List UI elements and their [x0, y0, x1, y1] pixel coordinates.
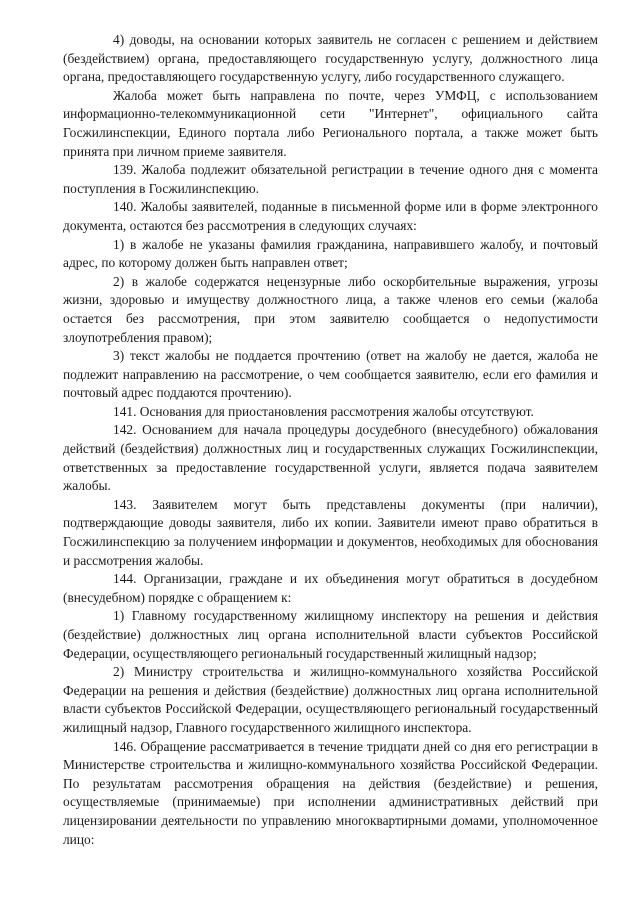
paragraph-item-4-arguments: 4) доводы, на основании которых заявитель не согласен с решением и действием (бездействием) органа, предоставляющего государственную услугу, должностного лица органа, предоставляющего государственную услугу, либо государственного служащего. [63, 32, 598, 85]
paragraph-complaint-channels: Жалоба может быть направлена по почте, через УМФЦ, с использованием информационно-телекоммуникационной сети "Интернет", официального сайта Госжилинспекции, Единого портала либо Регионального портала, а также может быть принята при личном приеме заявителя. [63, 87, 598, 159]
paragraph-140-item-2: 2) в жалобе содержатся нецензурные либо оскорбительные выражения, угрозы жизни, здоровью и имуществу должностного лица, а также членов его семьи (жалоба остается без рассмотрения, при этом заявителю сообщается о недопустимости злоупотребления правом); [63, 273, 598, 345]
paragraph-142: 142. Основанием для начала процедуры досудебного (внесудебного) обжалования действий (бездействия) должностных лиц и государственных служащих Госжилинспекции, ответственных за предоставление государственной услуги, является подача заявителем жалобы. [63, 422, 598, 494]
paragraph-144: 144. Организации, граждане и их объединения могут обратиться в досудебном (внесудебном) порядке с обращением к: [63, 571, 598, 605]
paragraph-140: 140. Жалобы заявителей, поданные в письменной форме или в форме электронного документа, остаются без рассмотрения в следующих случаях: [63, 199, 598, 233]
paragraph-143: 143. Заявителем могут быть представлены документы (при наличии), подтверждающие доводы заявителя, либо их копии. Заявители имеют право обратиться в Госжилинспекцию за получением информации и документов, необходимых для обоснования и рассмотрения жалобы. [63, 496, 598, 568]
paragraph-140-item-3: 3) текст жалобы не поддается прочтению (ответ на жалобу не дается, жалоба не подлежит направлению на рассмотрение, о чем сообщается заявителю, если его фамилия и почтовый адрес поддаются прочтению). [63, 348, 598, 401]
paragraph-139: 139. Жалоба подлежит обязательной регистрации в течение одного дня с момента поступления в Госжилинспекцию. [63, 162, 598, 196]
paragraph-146: 146. Обращение рассматривается в течение тридцати дней со дня его регистрации в Министерстве строительства и жилищно-коммунального хозяйства Российской Федерации. По результатам рассмотрения обращения на действия (бездействие) и решения, осуществляемые (принимаемые) при исполнении административных действий при лицензировании деятельности по управлению многоквартирными домами, уполномоченное лицо: [63, 738, 598, 847]
paragraph-144-item-2: 2) Министру строительства и жилищно-коммунального хозяйства Российской Федерации на решения и действия (бездействие) должностных лиц органа исполнительной власти субъектов Российской Федерации, осуществляющего региональный государственный жилищный надзор, Главного государственного жилищного инспектора. [63, 664, 598, 735]
paragraph-144-item-1: 1) Главному государственному жилищному инспектору на решения и действия (бездействие) должностных лиц органа исполнительной власти субъектов Российской Федерации, осуществляющего региональный государственный жилищный надзор; [63, 608, 598, 661]
paragraph-141: 141. Основания для приостановления рассмотрения жалобы отсутствуют. [113, 403, 534, 419]
document-page [63, 31, 598, 849]
paragraph-140-item-1: 1) в жалобе не указаны фамилия гражданина, направившего жалобу, и почтовый адрес, по которому должен быть направлен ответ; [63, 236, 598, 271]
